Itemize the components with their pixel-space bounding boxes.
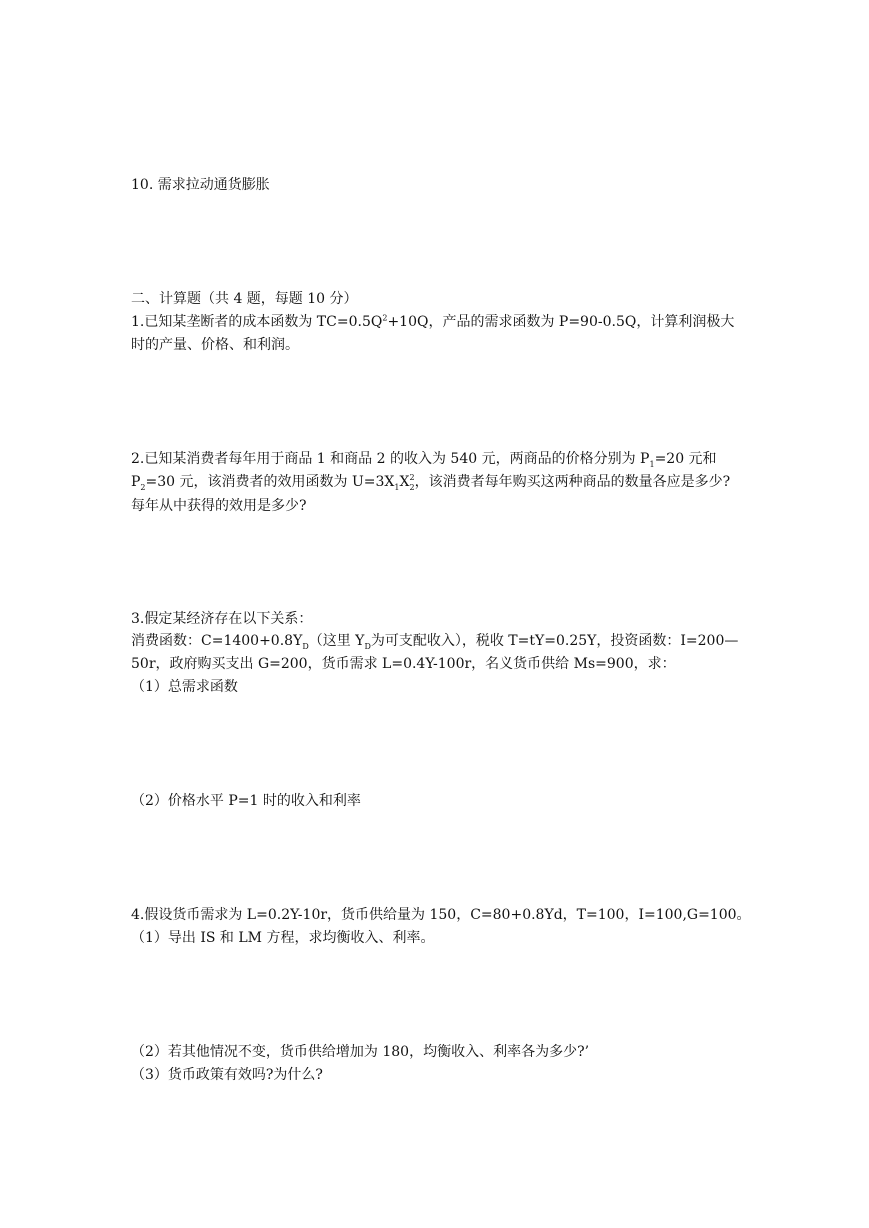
p3-question-2: （2）价格水平 P=1 时的收入和利率 bbox=[131, 793, 361, 809]
p2-l1-end: =20 元和 bbox=[654, 451, 717, 467]
p4-line1: 4.假设货币需求为 L=0.2Y-10r，货币供给量为 150，C=80+0.8Yd，T=100，I=100,G=100。 bbox=[131, 907, 751, 923]
p2-l1: 2.已知某消费者每年用于商品 1 和商品 2 的收入为 540 元，两商品的价格分别为 P bbox=[131, 451, 650, 467]
question-10: 10. 需求拉动通货膨胀 bbox=[131, 177, 270, 193]
p1-line2: 时的产量、价格、和利润。 bbox=[131, 337, 299, 353]
p3-l2-sub1: D bbox=[302, 641, 309, 651]
p3-line3: 50r，政府购买支出 G=200，货币需求 L=0.4Y-100r，名义货币供给 Ms=900，求： bbox=[131, 656, 676, 672]
p3-l2-c: 为可支配收入），税收 T=tY=0.25Y，投资函数：I=200— bbox=[370, 633, 739, 649]
p2-line3: 每年从中获得的效用是多少? bbox=[131, 498, 307, 514]
p4-question-2: （2）若其他情况不变，货币供给增加为 180，均衡收入、利率各为多少?’ bbox=[131, 1044, 590, 1060]
p2-l2-sub2: 1 bbox=[394, 482, 400, 492]
p2-l1-sub: 1 bbox=[649, 459, 655, 469]
p1-text-b: +10Q，产品的需求函数为 P=90-0.5Q，计算利润极大 bbox=[387, 314, 735, 330]
p3-l2-sub2: D bbox=[364, 641, 371, 651]
p3-l2-b: （这里 Y bbox=[308, 633, 365, 649]
p2-l2-c: X bbox=[399, 474, 410, 490]
p2-l2-sup: 2 bbox=[409, 473, 415, 483]
p2-l2-b: =30 元，该消费者的效用函数为 U=3X bbox=[145, 474, 395, 490]
p3-question-1: （1）总需求函数 bbox=[131, 679, 238, 695]
p4-question-3: （3）货币政策有效吗?为什么? bbox=[131, 1067, 323, 1083]
p2-l2-a: P bbox=[131, 474, 141, 490]
p1-sup: 2 bbox=[382, 313, 388, 323]
p4-question-1: （1）导出 IS 和 LM 方程，求均衡收入、利率。 bbox=[131, 930, 435, 946]
p2-l2-d: ，该消费者每年购买这两种商品的数量各应是多少? bbox=[414, 474, 731, 490]
section-heading: 二、计算题（共 4 题，每题 10 分） bbox=[131, 291, 358, 307]
p1-text-a: 1.已知某垄断者的成本函数为 TC=0.5Q bbox=[131, 314, 383, 330]
p3-line1: 3.假定某经济存在以下关系： bbox=[131, 611, 313, 627]
p2-l2-sub3: 2 bbox=[409, 482, 415, 492]
p2-l2-sub1: 2 bbox=[140, 482, 146, 492]
p3-l2-a: 消费函数：C=1400+0.8Y bbox=[131, 633, 303, 649]
